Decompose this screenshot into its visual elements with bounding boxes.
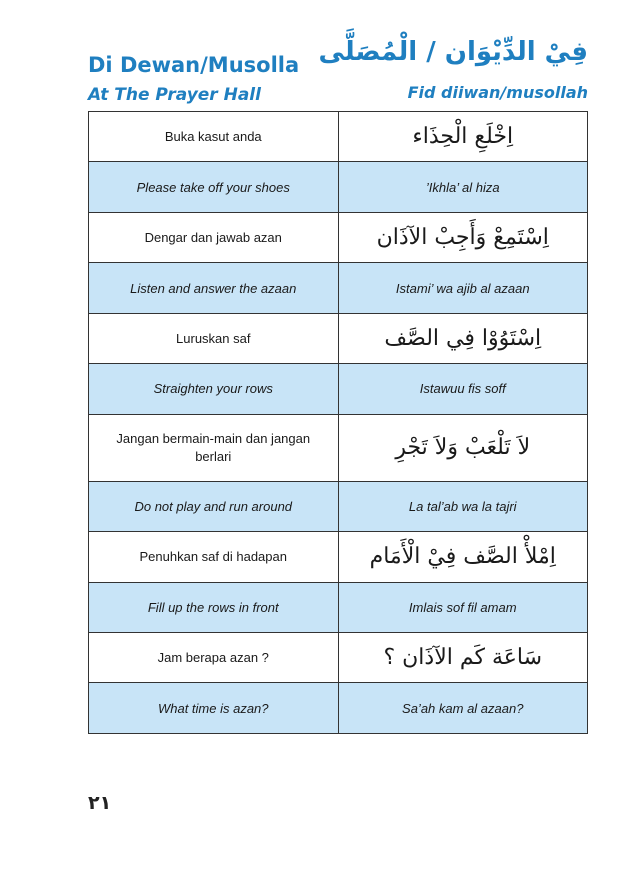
- english-phrase: Please take off your shoes: [89, 162, 339, 212]
- phrase-row-malay: [89, 633, 588, 683]
- arabic-phrase: سَاعَة كَم الآذَان ؟: [338, 633, 588, 683]
- page-number: ٢١: [88, 792, 112, 814]
- english-phrase: Listen and answer the azaan: [89, 263, 339, 313]
- title-english: At The Prayer Hall: [88, 85, 261, 105]
- arabic-phrase: اِمْلأْ الصَّف فِيْ الْأَمَام: [338, 532, 588, 582]
- transliteration: Istami’ wa ajib al azaan: [338, 263, 588, 313]
- transliteration: Imlais sof fil amam: [338, 582, 588, 632]
- arabic-phrase: اِخْلَعِ الْحِذَاء: [338, 112, 588, 162]
- arabic-phrase: لاَ تَلْعَبْ وَلاَ تَجْرِ: [338, 414, 588, 481]
- malay-phrase: Penuhkan saf di hadapan: [89, 532, 339, 582]
- phrase-row-malay: [89, 414, 588, 481]
- english-phrase: Do not play and run around: [89, 481, 339, 531]
- english-phrase: What time is azan?: [89, 683, 339, 734]
- transliteration: ’Ikhla’ al hiza: [338, 162, 588, 212]
- malay-phrase: Jam berapa azan ?: [89, 633, 339, 683]
- phrase-row-malay: [89, 212, 588, 262]
- header-right: [318, 32, 588, 102]
- header-left: [88, 52, 348, 105]
- arabic-phrase: اِسْتَوُوْا فِي الصَّف: [338, 313, 588, 363]
- phrase-table: [88, 111, 588, 734]
- title-transliteration: Fid diiwan/musollah: [407, 83, 588, 102]
- english-phrase: Fill up the rows in front: [89, 582, 339, 632]
- phrase-row-malay: [89, 313, 588, 363]
- transliteration: Sa’ah kam al azaan?: [338, 683, 588, 734]
- title-malay: Di Dewan/Musolla: [88, 53, 300, 77]
- arabic-phrase: اِسْتَمِعْ وَأَجِبْ الآذَان: [338, 212, 588, 262]
- phrase-row-english: [89, 683, 588, 734]
- phrase-row-english: [89, 364, 588, 414]
- phrase-row-english: [89, 582, 588, 632]
- malay-phrase: Luruskan saf: [89, 313, 339, 363]
- malay-phrase: Jangan bermain-main dan jangan berlari: [89, 414, 339, 481]
- phrase-row-malay: [89, 112, 588, 162]
- malay-phrase: Buka kasut anda: [89, 112, 339, 162]
- phrase-row-english: [89, 481, 588, 531]
- phrase-row-english: [89, 263, 588, 313]
- phrase-row-english: [89, 162, 588, 212]
- title-arabic: فِيْ الدِّيْوَان / الْمُصَلَّى: [318, 37, 588, 67]
- phrase-row-malay: [89, 532, 588, 582]
- transliteration: La tal’ab wa la tajri: [338, 481, 588, 531]
- transliteration: Istawuu fis soff: [338, 364, 588, 414]
- english-phrase: Straighten your rows: [89, 364, 339, 414]
- malay-phrase: Dengar dan jawab azan: [89, 212, 339, 262]
